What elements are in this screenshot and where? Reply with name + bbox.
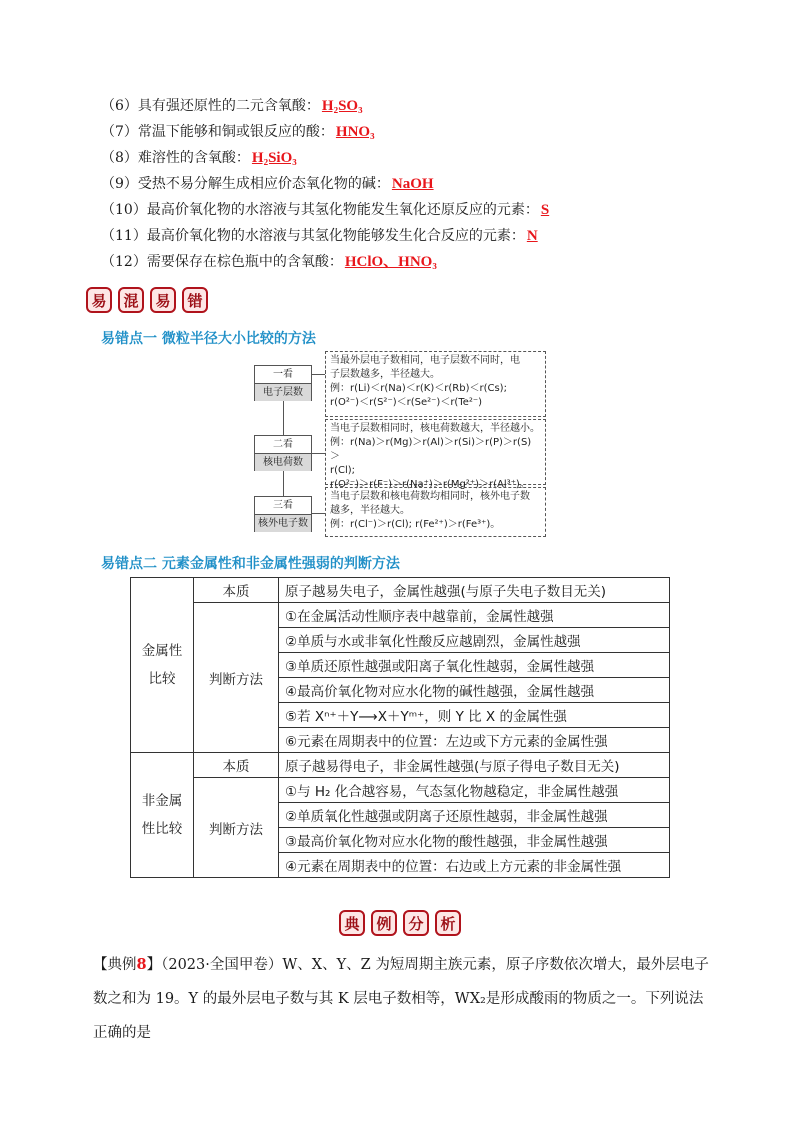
banner-character: 例 — [371, 910, 397, 936]
look-box-2 — [254, 435, 312, 471]
essence-label-cell: 本质 — [194, 753, 279, 778]
question-item — [101, 97, 363, 115]
explanation-line: r(O²⁻)＞r(F⁻)＞r(Na⁺)＞r(Mg²⁺)＞r(Al³⁺)。 — [330, 479, 530, 490]
example-paragraph — [93, 948, 713, 1050]
question-item — [101, 175, 434, 193]
look-label: 三看 — [273, 500, 293, 511]
method-label-cell: 判断方法 — [194, 778, 279, 878]
banner-character: 易 — [150, 287, 176, 313]
mistake-point-1-title: 易错点一 微粒半径大小比较的方法 — [101, 331, 316, 347]
question-text: 最高价氧化物的水溶液与其氢化物能发生氧化还原反应的元素： — [146, 202, 539, 218]
look-explanation-3 — [325, 487, 546, 537]
method-cell: ③单质还原性越强或阳离子氧化性越弱，金属性越强 — [279, 653, 670, 678]
method-cell: ②单质与水或非氧化性酸反应越剧烈，金属性越强 — [279, 628, 670, 653]
question-number: （10） — [101, 202, 147, 218]
look-criterion: 核外电子数 — [255, 514, 311, 532]
essence-cell: 原子越易失电子，金属性越强(与原子失电子数目无关) — [279, 578, 670, 603]
question-number: （8） — [101, 150, 138, 166]
look-criterion: 核电荷数 — [255, 453, 311, 471]
question-number: （11） — [101, 228, 147, 244]
method-cell: ③最高价氧化物对应水化物的酸性越强，非金属性越强 — [279, 828, 670, 853]
explanation-line: r(O²⁻)＜r(S²⁻)＜r(Se²⁻)＜r(Te²⁻) — [330, 397, 483, 408]
method-cell: ⑥元素在周期表中的位置：左边或下方元素的金属性强 — [279, 728, 670, 753]
explanation-line: 例：r(Na)＞r(Mg)＞r(Al)＞r(Si)＞r(P)＞r(S)＞ — [330, 437, 532, 462]
mistake-point-2-title: 易错点二 元素金属性和非金属性强弱的判断方法 — [101, 556, 400, 572]
method-cell: ①在金属活动性顺序表中越靠前，金属性越强 — [279, 603, 670, 628]
explanation-line: 子层数越多，半径越大。 — [330, 369, 440, 380]
question-answer: N — [526, 228, 538, 244]
question-item — [101, 123, 375, 141]
question-text: 具有强还原性的二元含氧酸： — [137, 98, 320, 114]
question-text: 需要保存在棕色瓶中的含氧酸： — [146, 254, 343, 270]
explanation-line: r(Cl); — [330, 465, 356, 476]
question-number: （7） — [101, 124, 138, 140]
question-answer: H₂SiO₃ — [251, 150, 297, 166]
method-label-cell: 判断方法 — [194, 603, 279, 753]
method-cell: ⑤若 Xⁿ⁺＋Y⟶X＋Yᵐ⁺，则 Y 比 X 的金属性强 — [279, 703, 670, 728]
question-item — [101, 253, 437, 271]
banner-character: 错 — [182, 287, 208, 313]
banner-character: 易 — [86, 287, 112, 313]
method-cell: ①与 H₂ 化合越容易，气态氢化物越稳定，非金属性越强 — [279, 778, 670, 803]
method-cell: ④最高价氧化物对应水化物的碱性越强，金属性越强 — [279, 678, 670, 703]
essence-cell: 原子越易得电子，非金属性越强(与原子得电子数目无关) — [279, 753, 670, 778]
question-text: 常温下能够和铜或银反应的酸： — [137, 124, 334, 140]
table-row — [131, 578, 670, 603]
banner-character: 混 — [118, 287, 144, 313]
metal-nonmetal-table — [130, 577, 670, 878]
look-label: 一看 — [273, 369, 293, 380]
example-prefix: 【典例 — [93, 957, 137, 973]
look-box-1 — [254, 365, 312, 401]
banner-character: 析 — [435, 910, 461, 936]
look-criterion: 电子层数 — [255, 383, 311, 401]
look-box-3 — [254, 496, 312, 532]
question-answer: NaOH — [391, 176, 434, 192]
table-row — [131, 778, 670, 803]
section-banner-common-mistakes — [86, 287, 208, 313]
question-item — [101, 149, 297, 167]
question-number: （6） — [101, 98, 138, 114]
example-text: W、X、Y、Z 为短周期主族元素，原子序数依次增大，最外层电子数之和为 19。Y 的最外层电子数与其 K 层电子数相等，WX₂是形成酸雨的物质之一。下列说法正确的是 — [93, 957, 709, 1041]
question-text: 受热不易分解生成相应价态氧化物的碱： — [137, 176, 390, 192]
example-suffix: 】 — [146, 957, 162, 973]
question-answer: S — [540, 202, 550, 218]
question-number: （12） — [101, 254, 147, 270]
explanation-line: 当电子层数相同时，核电荷数越大，半径越小。 — [330, 423, 540, 434]
example-source: （2023·全国甲卷） — [161, 957, 283, 973]
question-answer: H₂SO₃ — [321, 98, 363, 114]
explanation-line: 例：r(Li)＜r(Na)＜r(K)＜r(Rb)＜r(Cs); — [330, 383, 507, 394]
category-cell: 金属性 比较 — [131, 578, 194, 753]
category-cell: 非金属 性比较 — [131, 753, 194, 878]
banner-character: 分 — [403, 910, 429, 936]
explanation-line: 当电子层数和核电荷数均相同时，核外电子数 — [330, 491, 530, 502]
table-row — [131, 603, 670, 628]
banner-character: 典 — [339, 910, 365, 936]
question-number: （9） — [101, 176, 138, 192]
explanation-line: 例：r(Cl⁻)＞r(Cl); r(Fe²⁺)＞r(Fe³⁺)。 — [330, 519, 501, 530]
look-label: 二看 — [273, 439, 293, 450]
section-banner-example-analysis — [339, 910, 461, 936]
question-text: 难溶性的含氧酸： — [137, 150, 250, 166]
question-answer: HNO₃ — [335, 124, 375, 140]
example-number: 8 — [136, 956, 147, 973]
look-explanation-2 — [325, 419, 546, 490]
question-item — [101, 201, 549, 219]
explanation-line: 越多，半径越大。 — [330, 505, 410, 516]
look-explanation-1 — [325, 351, 546, 417]
explanation-line: 当最外层电子数相同，电子层数不同时，电 — [330, 355, 520, 366]
table-row — [131, 753, 670, 778]
method-cell: ④元素在周期表中的位置：右边或上方元素的非金属性强 — [279, 853, 670, 878]
question-text: 最高价氧化物的水溶液与其氢化物能够发生化合反应的元素： — [146, 228, 525, 244]
question-answer: HClO、HNO₃ — [344, 254, 437, 270]
question-item — [101, 227, 538, 245]
essence-label-cell: 本质 — [194, 578, 279, 603]
diagram-connector — [311, 453, 325, 454]
diagram-connector — [311, 374, 325, 375]
diagram-connector — [311, 513, 325, 514]
method-cell: ②单质氧化性越强或阴离子还原性越弱，非金属性越强 — [279, 803, 670, 828]
